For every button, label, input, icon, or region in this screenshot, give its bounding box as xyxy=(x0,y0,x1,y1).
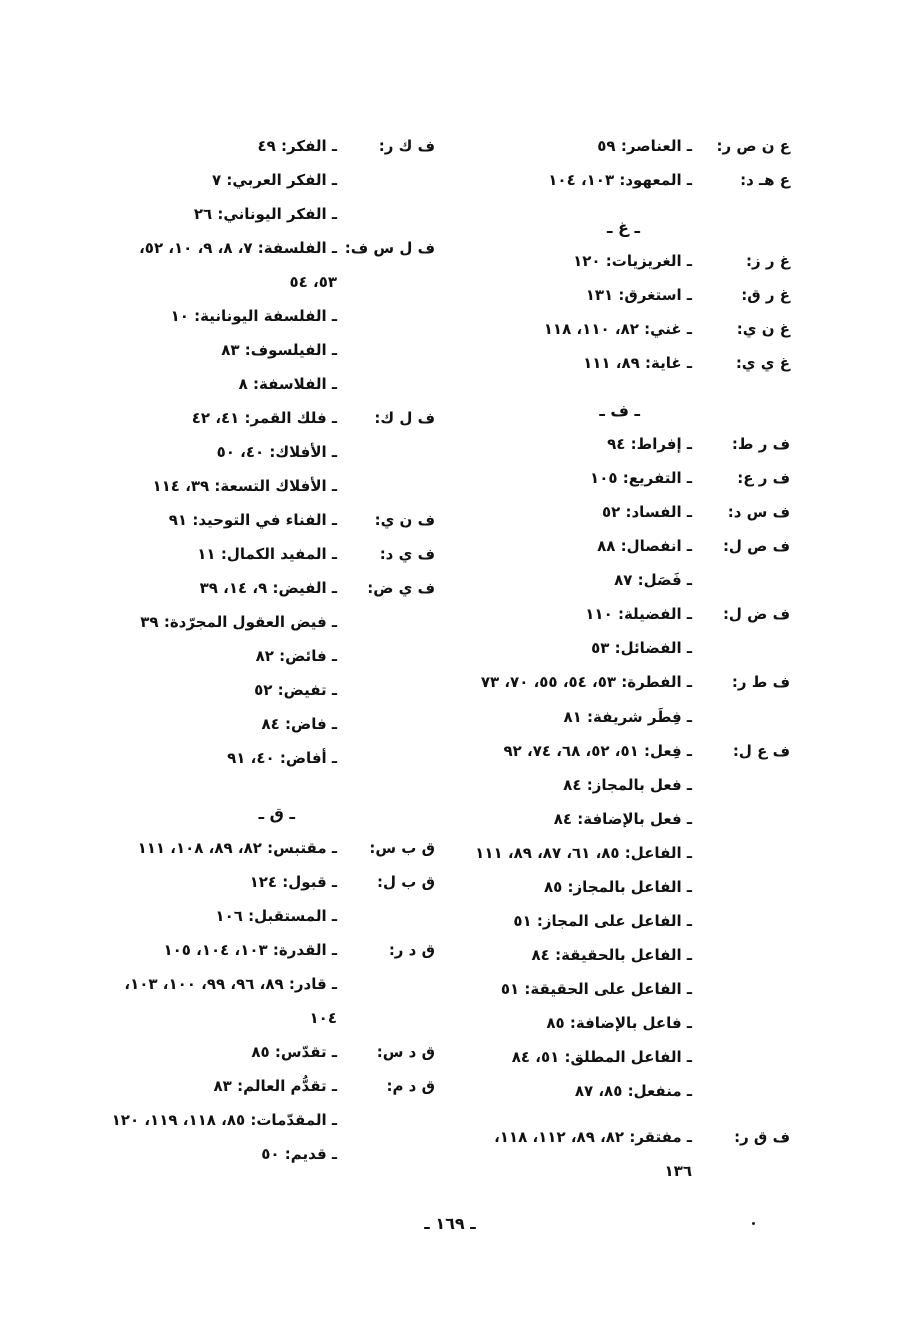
index-entry xyxy=(111,1106,435,1134)
index-entry xyxy=(470,315,790,343)
letter-heading-text: ـ ف ـ xyxy=(599,401,640,420)
index-entry xyxy=(125,936,435,964)
entry-term: ـ منفعل: ٨٥، ٨٧ xyxy=(574,1082,692,1100)
entry-term: ـ مفتقر: ٨٢، ٨٩، ١١٢، ١١٨، xyxy=(494,1128,692,1146)
entry-term: ـ الفاعل المطلق: ٥١، ٨٤ xyxy=(511,1048,692,1066)
entry-root: غ ن ي: xyxy=(736,320,790,338)
index-entry xyxy=(470,349,790,377)
index-entry xyxy=(470,1009,790,1037)
entry-term: ـ الفساد: ٥٢ xyxy=(601,503,692,521)
index-entry xyxy=(125,608,435,636)
index-entry xyxy=(125,902,435,930)
entry-term: ـ الفلاسفة: ٨ xyxy=(238,375,337,393)
index-entry xyxy=(125,970,435,998)
entry-term: ـ فِطَر شريفة: ٨١ xyxy=(563,708,692,726)
entry-term: ـ الأفلاك التسعة: ٣٩، ١١٤ xyxy=(152,477,337,495)
index-entry xyxy=(125,200,435,228)
entry-root: غ ر ق: xyxy=(741,286,790,304)
index-entry xyxy=(470,634,790,662)
entry-term: ـ الفاعل على المجاز: ٥١ xyxy=(513,912,692,930)
entry-term: ـ الفكر اليوناني: ٢٦ xyxy=(193,205,337,223)
entry-term: ـ الفاعل على الحقيقة: ٥١ xyxy=(500,980,692,998)
entry-term: ـ الفلسفة: ٧، ٨، ٩، ١٠، ٥٢، xyxy=(139,239,337,257)
entry-root: ق د ر: xyxy=(388,941,435,959)
index-entry xyxy=(125,438,435,466)
index-entry xyxy=(470,839,790,867)
entry-root: ف ع ل: xyxy=(732,742,790,760)
entry-term: ـ الفكر: ٤٩ xyxy=(257,137,337,155)
entry-term: ـ إفراط: ٩٤ xyxy=(607,435,692,453)
entry-term: ـ الفيض: ٩، ١٤، ٣٩ xyxy=(199,579,337,597)
entry-term: ١٣٦ xyxy=(664,1162,692,1180)
entry-term: ـ فِعل: ٥١، ٥٢، ٦٨، ٧٤، ٩٢ xyxy=(503,742,692,760)
entry-term: ـ تفيض: ٥٢ xyxy=(254,681,337,699)
entry-term: ـ الأفلاك: ٤٠، ٥٠ xyxy=(216,443,337,461)
entry-root: ف ر ع: xyxy=(737,469,790,487)
index-entry xyxy=(470,464,790,492)
entry-root: ف ض ل: xyxy=(722,605,790,623)
letter-heading xyxy=(470,214,790,242)
index-entry xyxy=(470,737,790,765)
index-entry xyxy=(125,1140,435,1168)
entry-term: ـ الفكر العربي: ٧ xyxy=(212,171,337,189)
entry-term: ـ الفيلسوف: ٨٣ xyxy=(221,341,337,359)
entry-root: ف ل س ف: xyxy=(344,239,435,257)
entry-term: ٥٣، ٥٤ xyxy=(289,273,337,291)
entry-term: ـ قديم: ٥٠ xyxy=(261,1145,337,1163)
index-entry xyxy=(125,166,435,194)
entry-root: غ ر ز: xyxy=(746,252,790,270)
entry-term: ـ المقدّمات: ٨٥، ١١٨، ١١٩، ١٢٠ xyxy=(111,1111,337,1129)
entry-root: ف ن ي: xyxy=(374,511,435,529)
entry-term: ـ الفضائل: ٥٣ xyxy=(591,639,692,657)
entry-term: ـ المستقبل: ١٠٦ xyxy=(215,907,337,925)
entry-root: غ ي ي: xyxy=(735,354,790,372)
entry-term: ـ فَصَل: ٨٧ xyxy=(614,571,692,589)
letter-heading-text: ـ ق ـ xyxy=(258,804,295,823)
entry-term: ـ غني: ٨٢، ١١٠، ١١٨ xyxy=(543,320,692,338)
entry-root: ق ب س: xyxy=(369,839,435,857)
index-entry xyxy=(470,703,790,731)
entry-term: ـ فائض: ٨٢ xyxy=(255,647,337,665)
entry-root: ف ي ض: xyxy=(367,579,435,597)
entry-root: ع ن ص ر: xyxy=(716,137,790,155)
index-entry xyxy=(470,873,790,901)
index-entry xyxy=(125,710,435,738)
index-entry xyxy=(125,506,435,534)
entry-term: ـ فيض العقول المجرّدة: ٣٩ xyxy=(140,613,337,631)
entry-root: ف ر ط: xyxy=(731,435,790,453)
index-entry xyxy=(470,532,790,560)
entry-term: ـ الغريزيات: ١٢٠ xyxy=(573,252,692,270)
entry-term: ـ المفيد الكمال: ١١ xyxy=(197,545,337,563)
index-entry xyxy=(125,132,435,160)
index-entry xyxy=(470,247,790,275)
entry-term: ـ تقدّس: ٨٥ xyxy=(251,1043,337,1061)
entry-term: ـ الفاعل: ٨٥، ٦١، ٨٧، ٨٩، ١١١ xyxy=(475,844,692,862)
entry-term: ـ تقدُّم العالم: ٨٣ xyxy=(213,1077,337,1095)
index-entry xyxy=(125,676,435,704)
index-entry xyxy=(125,302,435,330)
entry-term: ـ المعهود: ١٠٣، ١٠٤ xyxy=(548,171,692,189)
entry-term: ـ انفصال: ٨٨ xyxy=(597,537,692,555)
index-entry xyxy=(125,1072,435,1100)
index-entry xyxy=(470,281,790,309)
entry-term: ـ غاية: ٨٩، ١١١ xyxy=(583,354,692,372)
index-column-right xyxy=(470,0,790,1200)
index-entry xyxy=(125,574,435,602)
entry-term: ـ الفطرة: ٥٣، ٥٤، ٥٥، ٧٠، ٧٣ xyxy=(480,673,692,691)
entry-term: ـ مقتبس: ٨٢، ٨٩، ١٠٨، ١١١ xyxy=(137,839,337,857)
index-entry xyxy=(125,1004,435,1032)
entry-root: ع هـ د: xyxy=(740,171,790,189)
index-entry xyxy=(470,1043,790,1071)
entry-term: ـ أفاض: ٤٠، ٩١ xyxy=(227,749,337,767)
index-entry xyxy=(470,805,790,833)
index-entry xyxy=(125,1038,435,1066)
entry-term: ـ فاعل بالإضافة: ٨٥ xyxy=(546,1014,692,1032)
index-entry xyxy=(470,668,790,696)
entry-term: ـ الفضيلة: ١١٠ xyxy=(585,605,692,623)
index-entry xyxy=(470,498,790,526)
index-entry xyxy=(470,132,790,160)
index-entry xyxy=(470,907,790,935)
index-entry xyxy=(470,166,790,194)
index-entry xyxy=(125,404,435,432)
index-entry xyxy=(470,566,790,594)
letter-heading-text: ـ غ ـ xyxy=(606,218,640,237)
entry-term: ـ الفناء في التوحيد: ٩١ xyxy=(168,511,337,529)
entry-term: ـ قبول: ١٢٤ xyxy=(249,873,337,891)
index-entry xyxy=(125,642,435,670)
entry-term: ـ فعل بالإضافة: ٨٤ xyxy=(553,810,692,828)
entry-term: ـ الفاعل بالحقيقة: ٨٤ xyxy=(531,946,692,964)
index-entry xyxy=(125,268,435,296)
entry-term: ـ فاض: ٨٤ xyxy=(261,715,337,733)
entry-root: ف ل ك: xyxy=(374,409,435,427)
entry-term: ـ التفريع: ١٠٥ xyxy=(590,469,692,487)
index-entry xyxy=(470,1077,790,1105)
entry-term: ـ فلك القمر: ٤١، ٤٢ xyxy=(191,409,337,427)
index-entry xyxy=(125,472,435,500)
index-entry xyxy=(125,234,435,262)
index-entry xyxy=(125,370,435,398)
entry-term: ١٠٤ xyxy=(309,1009,337,1027)
entry-root: ق د س: xyxy=(376,1043,435,1061)
entry-term: ـ الفلسفة اليونانية: ١٠ xyxy=(170,307,337,325)
index-entry xyxy=(470,771,790,799)
stray-dot xyxy=(752,1222,755,1225)
index-entry xyxy=(125,744,435,772)
entry-root: ف ق ر: xyxy=(734,1128,790,1146)
index-entry xyxy=(125,336,435,364)
entry-root: ف ص ل: xyxy=(722,537,790,555)
index-entry xyxy=(125,540,435,568)
index-column-left xyxy=(111,0,435,1200)
letter-heading xyxy=(125,800,435,828)
page-number: ـ ١٦٩ ـ xyxy=(424,1214,476,1233)
index-entry xyxy=(470,1157,790,1185)
entry-term: ـ استغرق: ١٣١ xyxy=(585,286,692,304)
index-entry xyxy=(125,868,435,896)
entry-root: ق د م: xyxy=(386,1077,435,1095)
entry-root: ق ب ل: xyxy=(377,873,435,891)
entry-term: ـ قادر: ٨٩، ٩٦، ٩٩، ١٠٠، ١٠٣، xyxy=(124,975,337,993)
index-entry xyxy=(125,834,435,862)
index-entry xyxy=(470,1123,790,1151)
entry-root: ف ك ر: xyxy=(378,137,435,155)
entry-term: ـ العناصر: ٥٩ xyxy=(597,137,692,155)
index-entry xyxy=(470,975,790,1003)
index-entry xyxy=(470,600,790,628)
entry-term: ـ الفاعل بالمجاز: ٨٥ xyxy=(544,878,692,896)
entry-root: ف س د: xyxy=(727,503,790,521)
entry-root: ف ي د: xyxy=(379,545,435,563)
index-entry xyxy=(470,430,790,458)
entry-term: ـ القدرة: ١٠٣، ١٠٤، ١٠٥ xyxy=(163,941,337,959)
entry-term: ـ فعل بالمجاز: ٨٤ xyxy=(563,776,692,794)
letter-heading xyxy=(470,397,790,425)
entry-root: ف ط ر: xyxy=(731,673,790,691)
index-entry xyxy=(470,941,790,969)
